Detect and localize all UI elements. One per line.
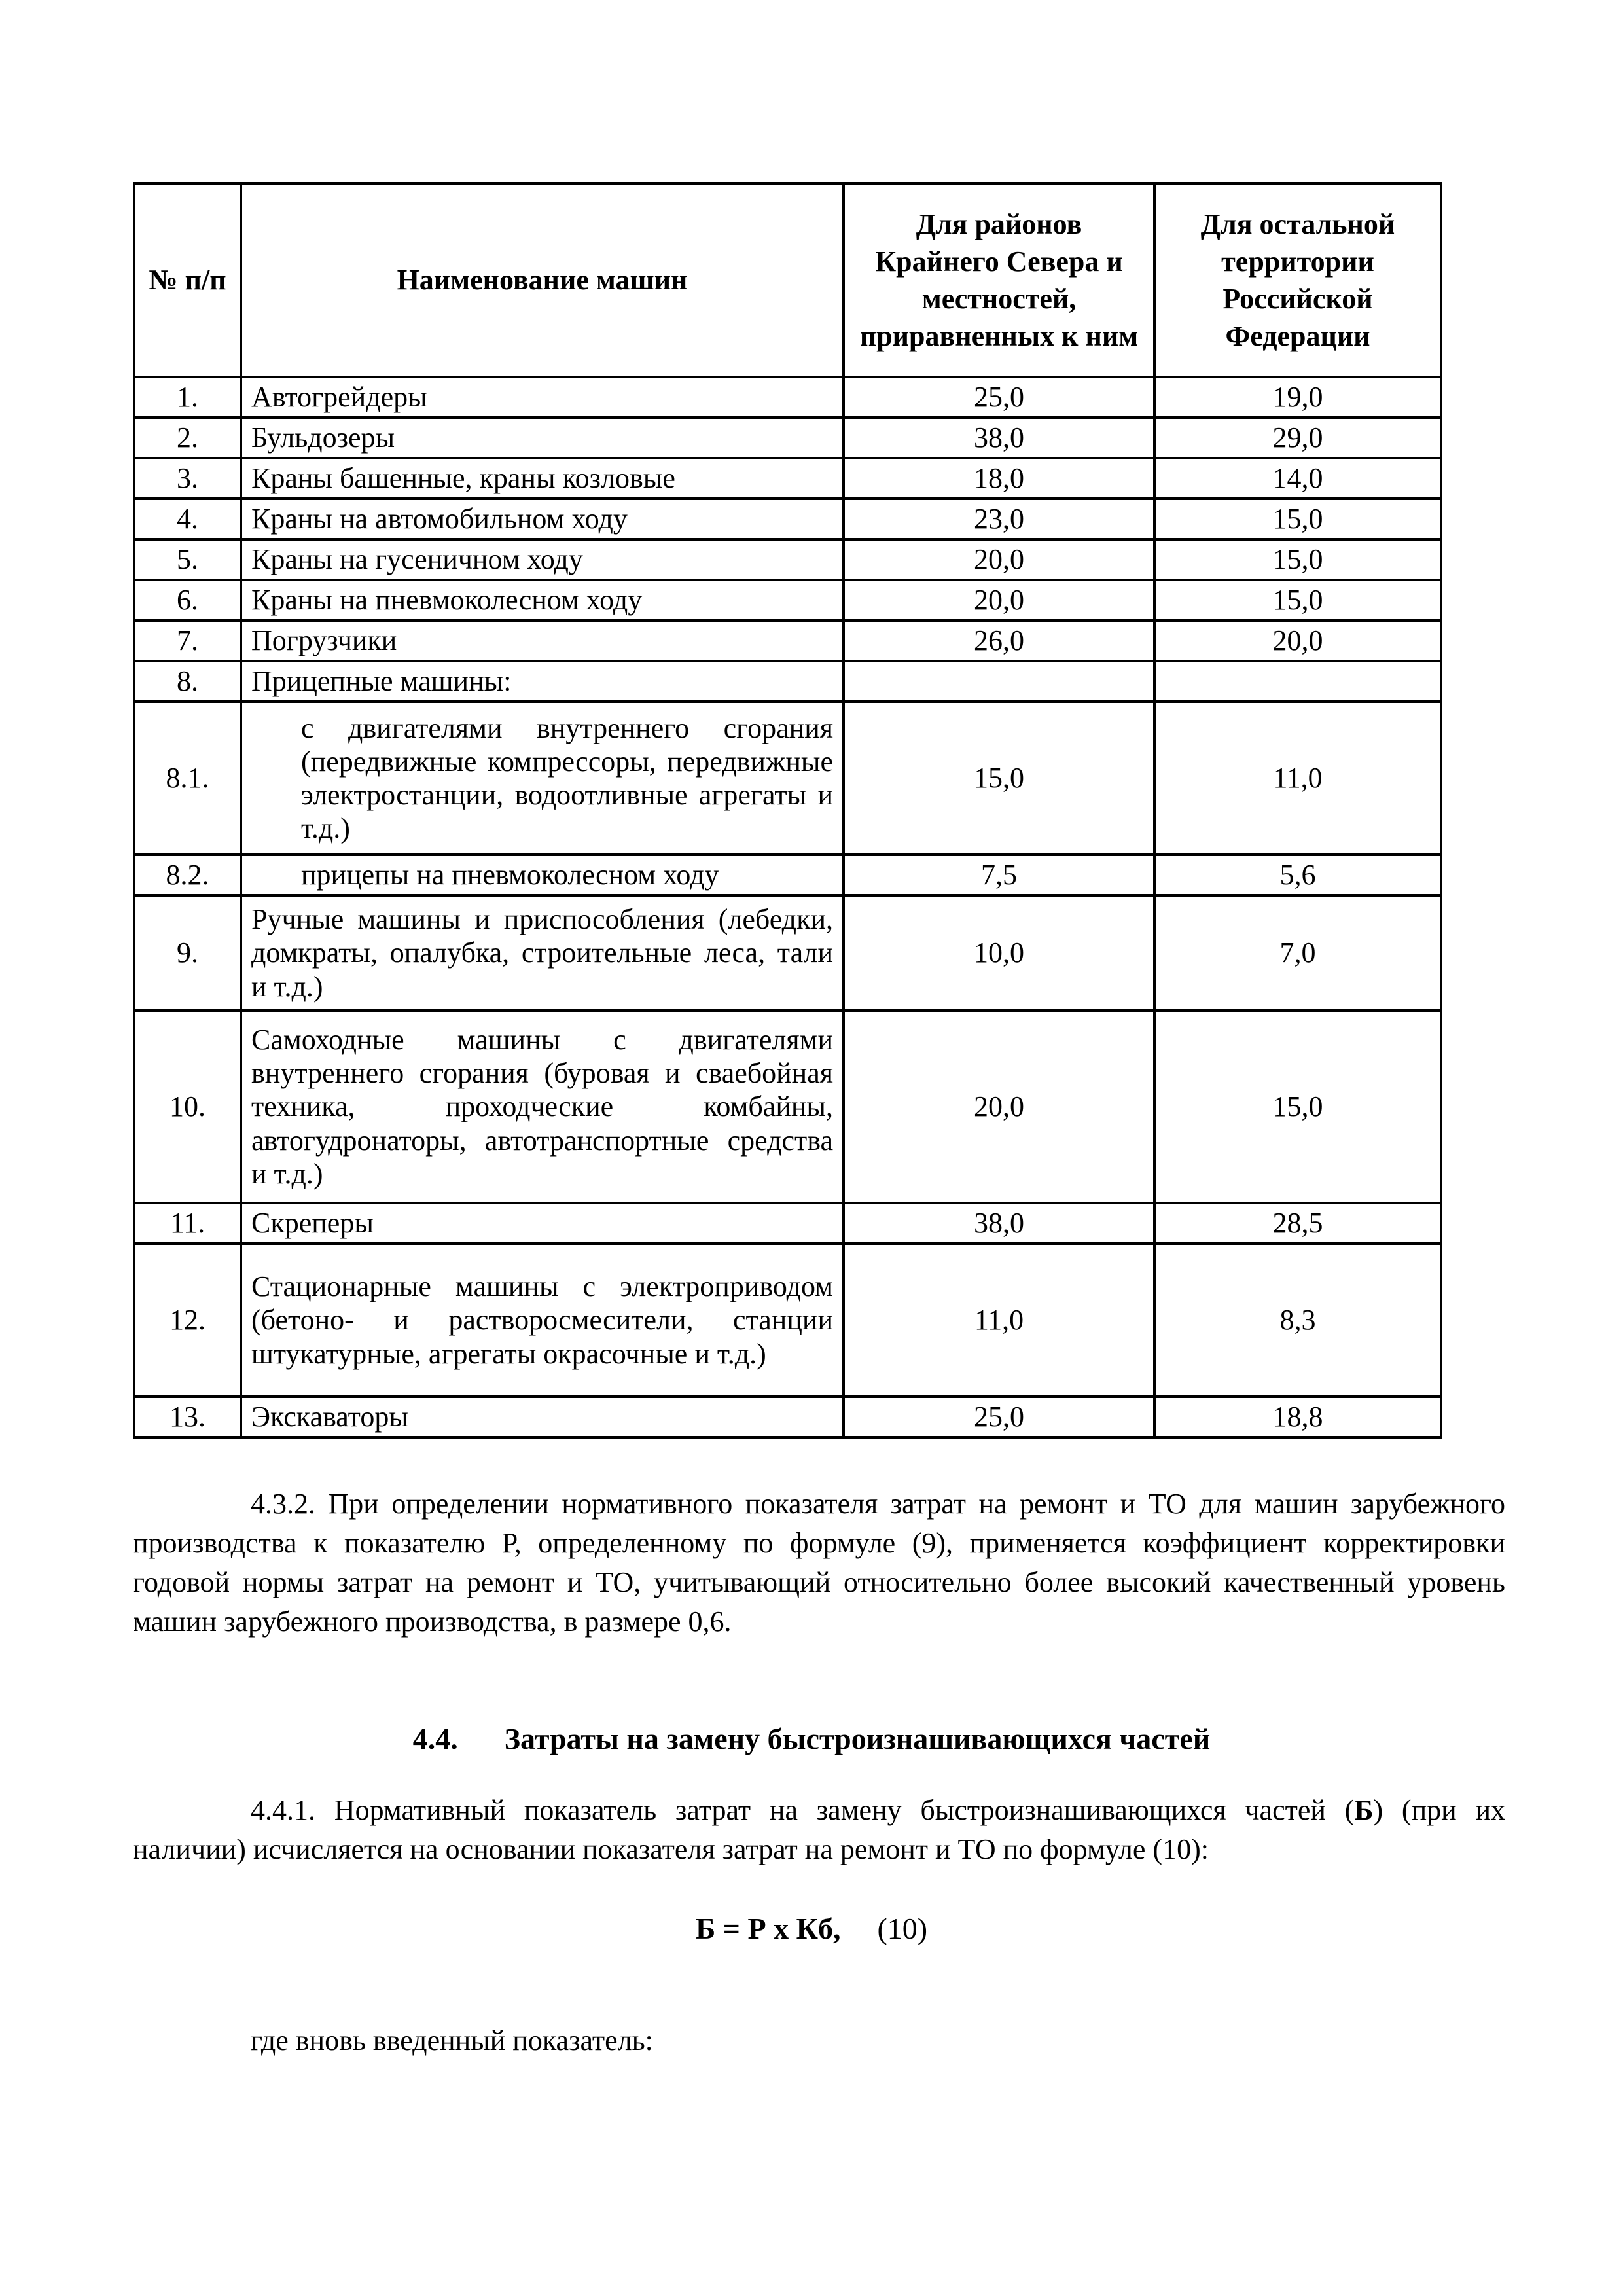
table-row	[134, 377, 1441, 418]
table-row	[134, 1244, 1441, 1397]
row-name: с двигателями внутреннего сгорания (передвижные компрессоры, передвижные электростанции, водоотливные агрегаты и т.д.)	[241, 702, 844, 855]
row-num: 3.	[134, 458, 241, 499]
row-name: Прицепные машины:	[241, 661, 844, 702]
row-num: 8.1.	[134, 702, 241, 855]
table-row	[134, 499, 1441, 539]
row-north: 25,0	[844, 377, 1154, 418]
row-name: Ручные машины и приспособления (лебедки, домкраты, опалубка, строительные леса, тали и т.д.)	[241, 895, 844, 1011]
row-other: 18,8	[1154, 1397, 1441, 1437]
row-north: 38,0	[844, 418, 1154, 458]
row-other: 11,0	[1154, 702, 1441, 855]
table-row	[134, 661, 1441, 702]
row-north: 10,0	[844, 895, 1154, 1011]
row-other: 15,0	[1154, 499, 1441, 539]
section-title: Затраты на замену быстроизнашивающихся частей	[504, 1722, 1211, 1755]
row-num: 5.	[134, 539, 241, 580]
paragraph-text: При определении нормативного показателя затрат на ремонт и ТО для машин зарубежного производства к показателю Р, определенному по формуле (9), применяется коэффициент корректировки годовой нормы затрат на ремонт и ТО, учитывающий относительно более высокий качественный уровень машин зарубежного производства, в размере 0,6.	[133, 1488, 1505, 1638]
table-row	[134, 580, 1441, 620]
row-num: 8.2.	[134, 855, 241, 895]
formula-reference: (10)	[877, 1912, 928, 1945]
row-north: 11,0	[844, 1244, 1154, 1397]
table-row	[134, 620, 1441, 661]
row-other: 5,6	[1154, 855, 1441, 895]
formula-expression: Б = Р х Кб,	[695, 1912, 841, 1945]
row-num: 4.	[134, 499, 241, 539]
row-other: 19,0	[1154, 377, 1441, 418]
row-other: 15,0	[1154, 1011, 1441, 1203]
table-row	[134, 1203, 1441, 1244]
row-num: 1.	[134, 377, 241, 418]
row-num: 7.	[134, 620, 241, 661]
row-other: 15,0	[1154, 580, 1441, 620]
section-heading-4-4	[0, 1721, 1623, 1756]
paragraph-text-b: ) (при их наличии) исчисляется на основании показателя затрат на ремонт и ТО по формуле (10):	[133, 1794, 1506, 1865]
table-row	[134, 1011, 1441, 1203]
header-name: Наименование машин	[241, 183, 844, 377]
row-other: 14,0	[1154, 458, 1441, 499]
paragraph-number: 4.3.2.	[251, 1488, 315, 1520]
paragraph-number: 4.4.1.	[251, 1794, 315, 1826]
row-name: Краны башенные, краны козловые	[241, 458, 844, 499]
row-num: 11.	[134, 1203, 241, 1244]
row-other	[1154, 661, 1441, 702]
table-row	[134, 855, 1441, 895]
row-name: Самоходные машины с двигателями внутреннего сгорания (буровая и сваебойная техника, проходческие комбайны, автогудронаторы, автотранспортные средства и т.д.)	[241, 1011, 844, 1203]
header-north: Для районов Крайнего Севера и местностей, приравненных к ним	[844, 183, 1154, 377]
row-name: Погрузчики	[241, 620, 844, 661]
section-number: 4.4.	[412, 1722, 458, 1755]
row-num: 10.	[134, 1011, 241, 1203]
row-num: 13.	[134, 1397, 241, 1437]
row-name: Бульдозеры	[241, 418, 844, 458]
row-north: 38,0	[844, 1203, 1154, 1244]
row-other: 15,0	[1154, 539, 1441, 580]
paragraph-text-a: Нормативный показатель затрат на замену быстроизнашивающихся частей (	[334, 1794, 1355, 1826]
row-north: 23,0	[844, 499, 1154, 539]
table-row	[134, 458, 1441, 499]
row-other: 29,0	[1154, 418, 1441, 458]
row-north: 20,0	[844, 1011, 1154, 1203]
row-name: Скреперы	[241, 1203, 844, 1244]
row-north: 26,0	[844, 620, 1154, 661]
table-row	[134, 1397, 1441, 1437]
row-other: 7,0	[1154, 895, 1441, 1011]
table-row	[134, 895, 1441, 1011]
row-name: Краны на пневмоколесном ходу	[241, 580, 844, 620]
row-north: 18,0	[844, 458, 1154, 499]
row-north: 7,5	[844, 855, 1154, 895]
row-north: 20,0	[844, 580, 1154, 620]
row-num: 8.	[134, 661, 241, 702]
machines-table	[133, 182, 1442, 1439]
paragraph-bold-symbol: Б	[1354, 1794, 1374, 1826]
table-row	[134, 539, 1441, 580]
row-num: 6.	[134, 580, 241, 620]
table-header-row	[134, 183, 1441, 377]
row-name: Экскаваторы	[241, 1397, 844, 1437]
row-north: 20,0	[844, 539, 1154, 580]
paragraph-4-4-1	[133, 1791, 1505, 1869]
row-other: 8,3	[1154, 1244, 1441, 1397]
row-name: Краны на гусеничном ходу	[241, 539, 844, 580]
row-num: 2.	[134, 418, 241, 458]
table-body	[134, 377, 1441, 1437]
row-name: Автогрейдеры	[241, 377, 844, 418]
header-num: № п/п	[134, 183, 241, 377]
paragraph-4-3-2	[133, 1484, 1505, 1641]
row-name: прицепы на пневмоколесном ходу	[241, 855, 844, 895]
row-name: Краны на автомобильном ходу	[241, 499, 844, 539]
row-north	[844, 661, 1154, 702]
row-other: 20,0	[1154, 620, 1441, 661]
row-num: 12.	[134, 1244, 241, 1397]
header-other: Для остальной территории Российской Федерации	[1154, 183, 1441, 377]
row-north: 25,0	[844, 1397, 1154, 1437]
table-row	[134, 418, 1441, 458]
row-other: 28,5	[1154, 1203, 1441, 1244]
row-num: 9.	[134, 895, 241, 1011]
row-north: 15,0	[844, 702, 1154, 855]
row-name: Стационарные машины с электроприводом (бетоно- и растворосмесители, станции штукатурные, агрегаты окрасочные и т.д.)	[241, 1244, 844, 1397]
formula-10	[0, 1911, 1623, 1946]
where-text: где вновь введенный показатель:	[251, 2024, 653, 2056]
table-row	[134, 702, 1441, 855]
